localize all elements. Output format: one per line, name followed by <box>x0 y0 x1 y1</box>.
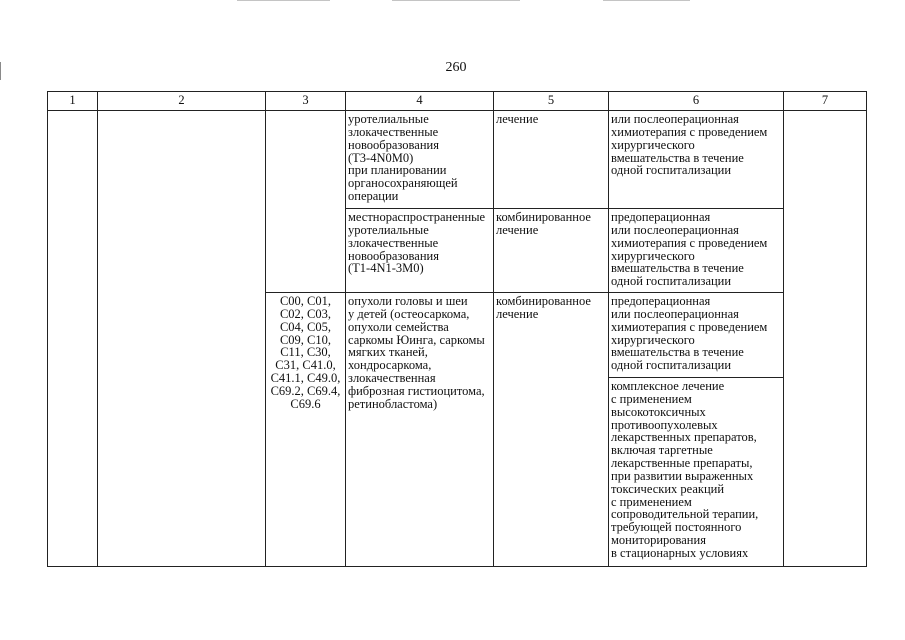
table-cell-col1-empty <box>47 110 97 566</box>
table-cell-row1-col4: уротелиальные злокачественные новообразования (T3-4N0M0) при планировании органосохраняющей операции <box>345 110 493 208</box>
column-header-3: 3 <box>265 91 345 110</box>
scan-mark <box>237 0 330 1</box>
table-cell-col3-empty <box>265 110 345 292</box>
table-cell-row3-col4: опухоли головы и шеи у детей (остеосаркома, опухоли семейства саркомы Юинга, саркомы мягких тканей, хондросаркома, злокачественная фиброзная гистиоцитома, ретинобластома) <box>345 292 493 566</box>
table-cell-row1-col5: лечение <box>493 110 608 208</box>
table-cell-row2-col5: комбинированное лечение <box>493 208 608 292</box>
scan-mark <box>392 0 520 1</box>
table-cell-row3-col6: предоперационная или послеоперационная химиотерапия с проведением хирургического вмешательства в течение одной госпитализации <box>608 292 783 377</box>
scan-mark <box>603 0 690 1</box>
column-header-2: 2 <box>97 91 265 110</box>
table-cell-row2-col6: предоперационная или послеоперационная химиотерапия с проведением хирургического вмешательства в течение одной госпитализации <box>608 208 783 292</box>
data-table <box>47 91 867 567</box>
table-cell-row3-col3-codes: C00, C01, C02, C03, C04, C05, C09, C10, C11, C30, C31, C41.0, C41.1, C49.0, C69.2, C69.4, C69.6 <box>265 292 345 566</box>
column-header-6: 6 <box>608 91 783 110</box>
table-cell-row4-col6: комплексное лечение с применением высокотоксичных противоопухолевых лекарственных препаратов, включая таргетные лекарственные препараты, при развитии выраженных токсических реакций с применением сопроводительной терапии, требующей постоянного мониторирования в стационарных условиях <box>608 377 783 566</box>
column-header-7: 7 <box>783 91 866 110</box>
column-header-1: 1 <box>47 91 97 110</box>
page-number: 260 <box>445 60 467 75</box>
table-cell-col2-empty <box>97 110 265 566</box>
table-cell-row2-col4: местнораспространенные уротелиальные злокачественные новообразования (T1-4N1-3M0) <box>345 208 493 292</box>
table-cell-row3-col5: комбинированное лечение <box>493 292 608 566</box>
column-header-5: 5 <box>493 91 608 110</box>
table-cell-row1-col6: или послеоперационная химиотерапия с проведением хирургического вмешательства в течение одной госпитализации <box>608 110 783 208</box>
scan-mark <box>0 62 1 80</box>
column-header-4: 4 <box>345 91 493 110</box>
table-cell-col7-empty <box>783 110 866 566</box>
